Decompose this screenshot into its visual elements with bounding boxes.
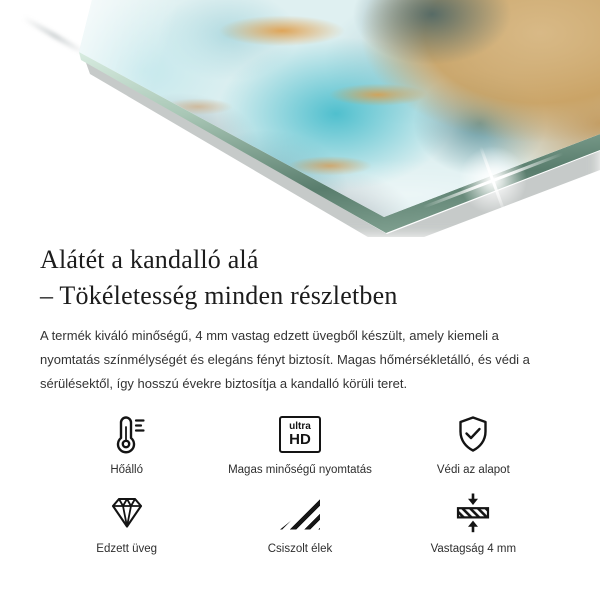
feature-label: Hőálló <box>110 464 143 476</box>
shield-check-icon <box>453 413 493 455</box>
feature-label: Csiszolt élek <box>267 543 333 555</box>
page-title <box>40 242 560 314</box>
polished-edges-icon <box>280 492 320 534</box>
feature-label: Vastagság 4 mm <box>430 543 517 555</box>
ultra-hd-text-top: ultra <box>289 420 311 432</box>
feature-heat-resistant <box>40 413 213 476</box>
thickness-arrows-icon <box>453 492 493 534</box>
feature-thickness <box>387 492 560 555</box>
feature-label: Edzett üveg <box>96 543 158 555</box>
feature-base-protection <box>387 413 560 476</box>
ultra-hd-icon <box>279 413 321 455</box>
feature-print-quality <box>213 413 386 476</box>
feature-label: Magas minőségű nyomtatás <box>228 464 372 476</box>
feature-tempered-glass <box>40 492 213 555</box>
page-title-line1: Alátét a kandalló alá <box>40 245 259 274</box>
glass-corner-glint <box>22 16 88 56</box>
thermometer-icon <box>107 413 147 455</box>
diamond-icon <box>107 492 147 534</box>
feature-label: Védi az alapot <box>436 464 510 476</box>
product-description: A termék kiváló minőségű, 4 mm vastag edzett üvegből készült, amely kiemeli a nyomtatás színmélységét és elegáns fényt biztosít. Magas hőmérsékletálló, és védi a sérülésektől, így hosszú évekre biztosítja a kandalló körüli teret. <box>40 328 530 391</box>
product-info-section <box>0 242 600 555</box>
feature-polished-edges <box>213 492 386 555</box>
product-photo <box>0 0 600 237</box>
features-grid <box>40 413 560 555</box>
ultra-hd-text-bottom: HD <box>289 430 311 448</box>
page-title-line2: – Tökéletesség minden részletben <box>40 281 398 310</box>
